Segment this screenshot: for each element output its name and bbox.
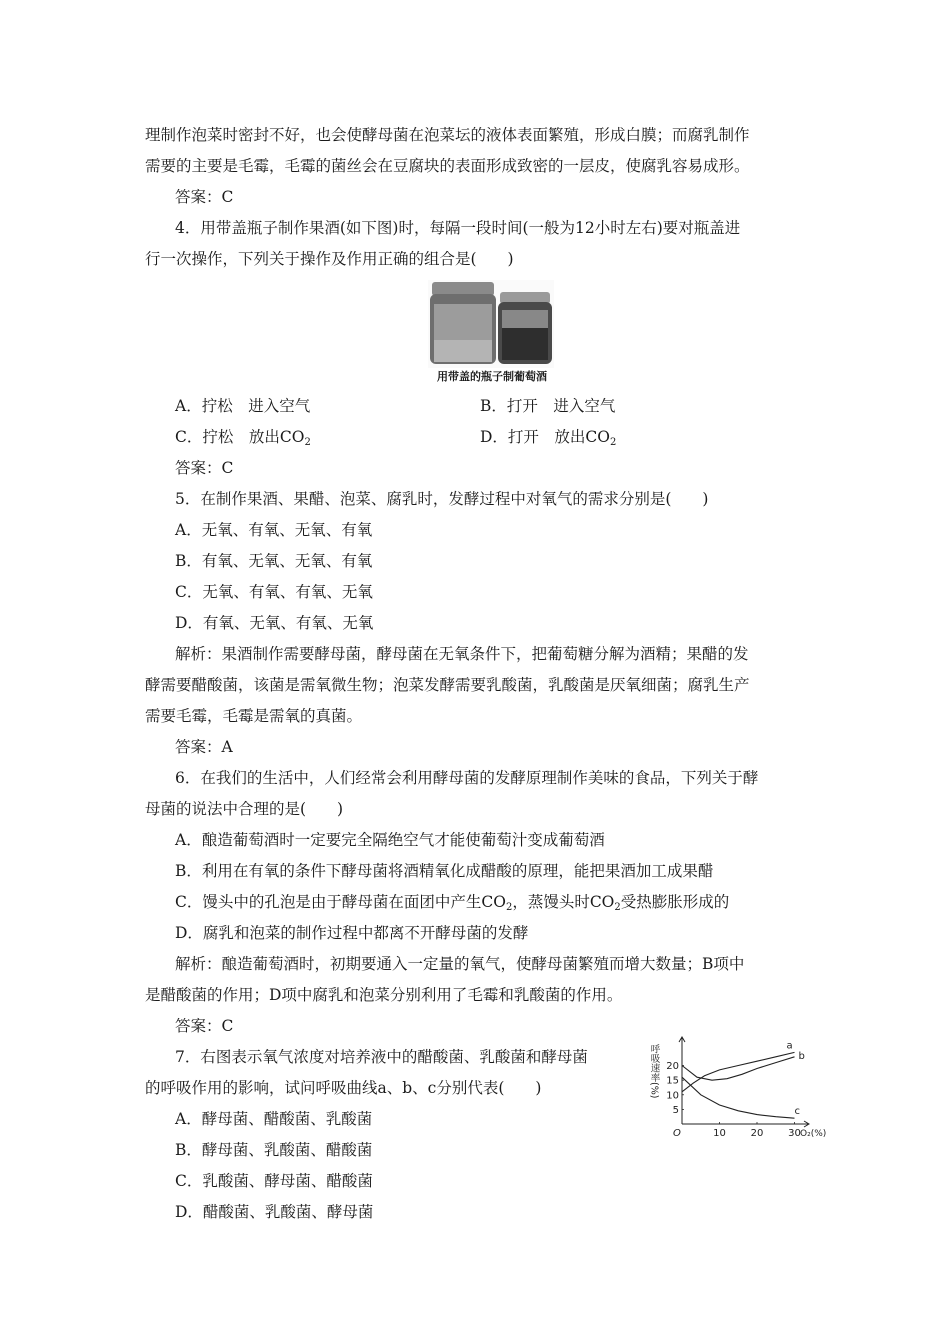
q5-explanation-3: 需要毛霉，毛霉是需氧的真菌。	[145, 707, 363, 725]
q6-explanation-1: 解析：酿造葡萄酒时，初期要通入一定量的氧气，使酵母菌繁殖而增大数量；B项中	[175, 955, 745, 973]
y-axis-label: 呼吸速率(%)	[648, 1044, 660, 1099]
series-line-c	[682, 1077, 795, 1118]
q4-option-d: D．打开 放出$CO_2$	[480, 428, 617, 448]
q5-stem: 5．在制作果酒、果醋、泡菜、腐乳时，发酵过程中对氧气的需求分别是( )	[175, 490, 709, 508]
y-tick-label: 5	[672, 1104, 679, 1116]
q7-option-d: D．醋酸菌、乳酸菌、酵母菌	[175, 1203, 374, 1221]
q6-option-d: D．腐乳和泡菜的制作过程中都离不开酵母菌的发酵	[175, 924, 529, 942]
series-label-b: b	[798, 1050, 805, 1062]
q5-option-b: B．有氧、无氧、无氧、有氧	[175, 552, 373, 570]
x-tick-label: 20	[750, 1128, 764, 1139]
x-tick-label: 10	[713, 1128, 726, 1139]
q5-option-d: D．有氧、无氧、有氧、无氧	[175, 614, 374, 632]
q5-explanation-2: 酵需要醋酸菌，该菌是需氧微生物；泡菜发酵需要乳酸菌，乳酸菌是厌氧细菌；腐乳生产	[145, 676, 750, 694]
figure-caption: 用带盖的瓶子制葡萄酒	[437, 370, 547, 383]
x-tick-label: 30	[788, 1128, 801, 1139]
intro-answer: 答案：C	[175, 188, 234, 206]
chart-series	[682, 1040, 805, 1118]
q5-answer: 答案：A	[175, 738, 233, 756]
y-tick-label: 10	[666, 1090, 679, 1102]
q4-stem-line-2: 行一次操作，下列关于操作及作用正确的组合是( )	[145, 250, 514, 268]
q4-option-c: C．拧松 放出$CO_2$	[175, 428, 311, 448]
q7-option-b: B．酵母菌、乳酸菌、醋酸菌	[175, 1141, 373, 1159]
y-tick-label: 20	[666, 1061, 679, 1073]
q6-option-b: B．利用在有氧的条件下酵母菌将酒精氧化成醋酸的原理，能把果酒加工成果醋	[175, 862, 714, 880]
q4-stem-line-1: 4．用带盖瓶子制作果酒(如下图)时，每隔一段时间(一般为12小时左右)要对瓶盖进	[175, 219, 741, 237]
q5-option-c: C．无氧、有氧、有氧、无氧	[175, 583, 373, 601]
q4-answer: 答案：C	[175, 459, 234, 477]
intro-line-1: 理制作泡菜时密封不好，也会使酵母菌在泡菜坛的液体表面繁殖，形成白膜；而腐乳制作	[145, 126, 750, 144]
series-line-b	[682, 1057, 795, 1080]
q4-option-a: A．拧松 进入空气	[175, 397, 311, 415]
q6-option-c: C．馒头中的孔泡是由于酵母菌在面团中产生$CO_2$，蒸馒头时$CO_2$受热膨胀形成的	[175, 893, 730, 913]
q6-option-a: A．酿造葡萄酒时一定要完全隔绝空气才能使葡萄汁变成葡萄酒	[175, 831, 605, 849]
q7-stem-line-2: 的呼吸作用的影响，试问呼吸曲线a、b、c分别代表( )	[145, 1079, 542, 1097]
q7-option-c: C．乳酸菌、酵母菌、醋酸菌	[175, 1172, 373, 1190]
series-label-a: a	[786, 1040, 793, 1052]
q6-answer: 答案：C	[175, 1017, 234, 1035]
jars-photo	[428, 280, 554, 368]
jars-photo-drawing	[428, 280, 554, 368]
q4-option-b: B．打开 进入空气	[480, 397, 616, 415]
x-axis-label: O₂(%)	[800, 1129, 827, 1139]
q6-stem-line-1: 6．在我们的生活中，人们经常会利用酵母菌的发酵原理制作美味的食品，下列关于酵	[175, 769, 759, 787]
y-tick-label: 15	[666, 1075, 679, 1087]
q7-option-a: A．酵母菌、醋酸菌、乳酸菌	[175, 1110, 373, 1128]
origin-label: O	[673, 1128, 681, 1139]
respiration-chart	[648, 1038, 827, 1142]
intro-line-2: 需要的主要是毛霉，毛霉的菌丝会在豆腐块的表面形成致密的一层皮，使腐乳容易成形。	[145, 157, 750, 175]
q5-explanation-1: 解析：果酒制作需要酵母菌，酵母菌在无氧条件下，把葡萄糖分解为酒精；果醋的发	[175, 645, 749, 663]
series-line-a	[682, 1052, 795, 1091]
q5-option-a: A．无氧、有氧、无氧、有氧	[175, 521, 373, 539]
q6-stem-line-2: 母菌的说法中合理的是( )	[145, 800, 344, 818]
q7-stem-line-1: 7．右图表示氧气浓度对培养液中的醋酸菌、乳酸菌和酵母菌	[175, 1048, 588, 1066]
series-label-c: c	[794, 1106, 800, 1118]
q6-explanation-2: 是醋酸菌的作用；D项中腐乳和泡菜分别利用了毛霉和乳酸菌的作用。	[145, 986, 623, 1004]
